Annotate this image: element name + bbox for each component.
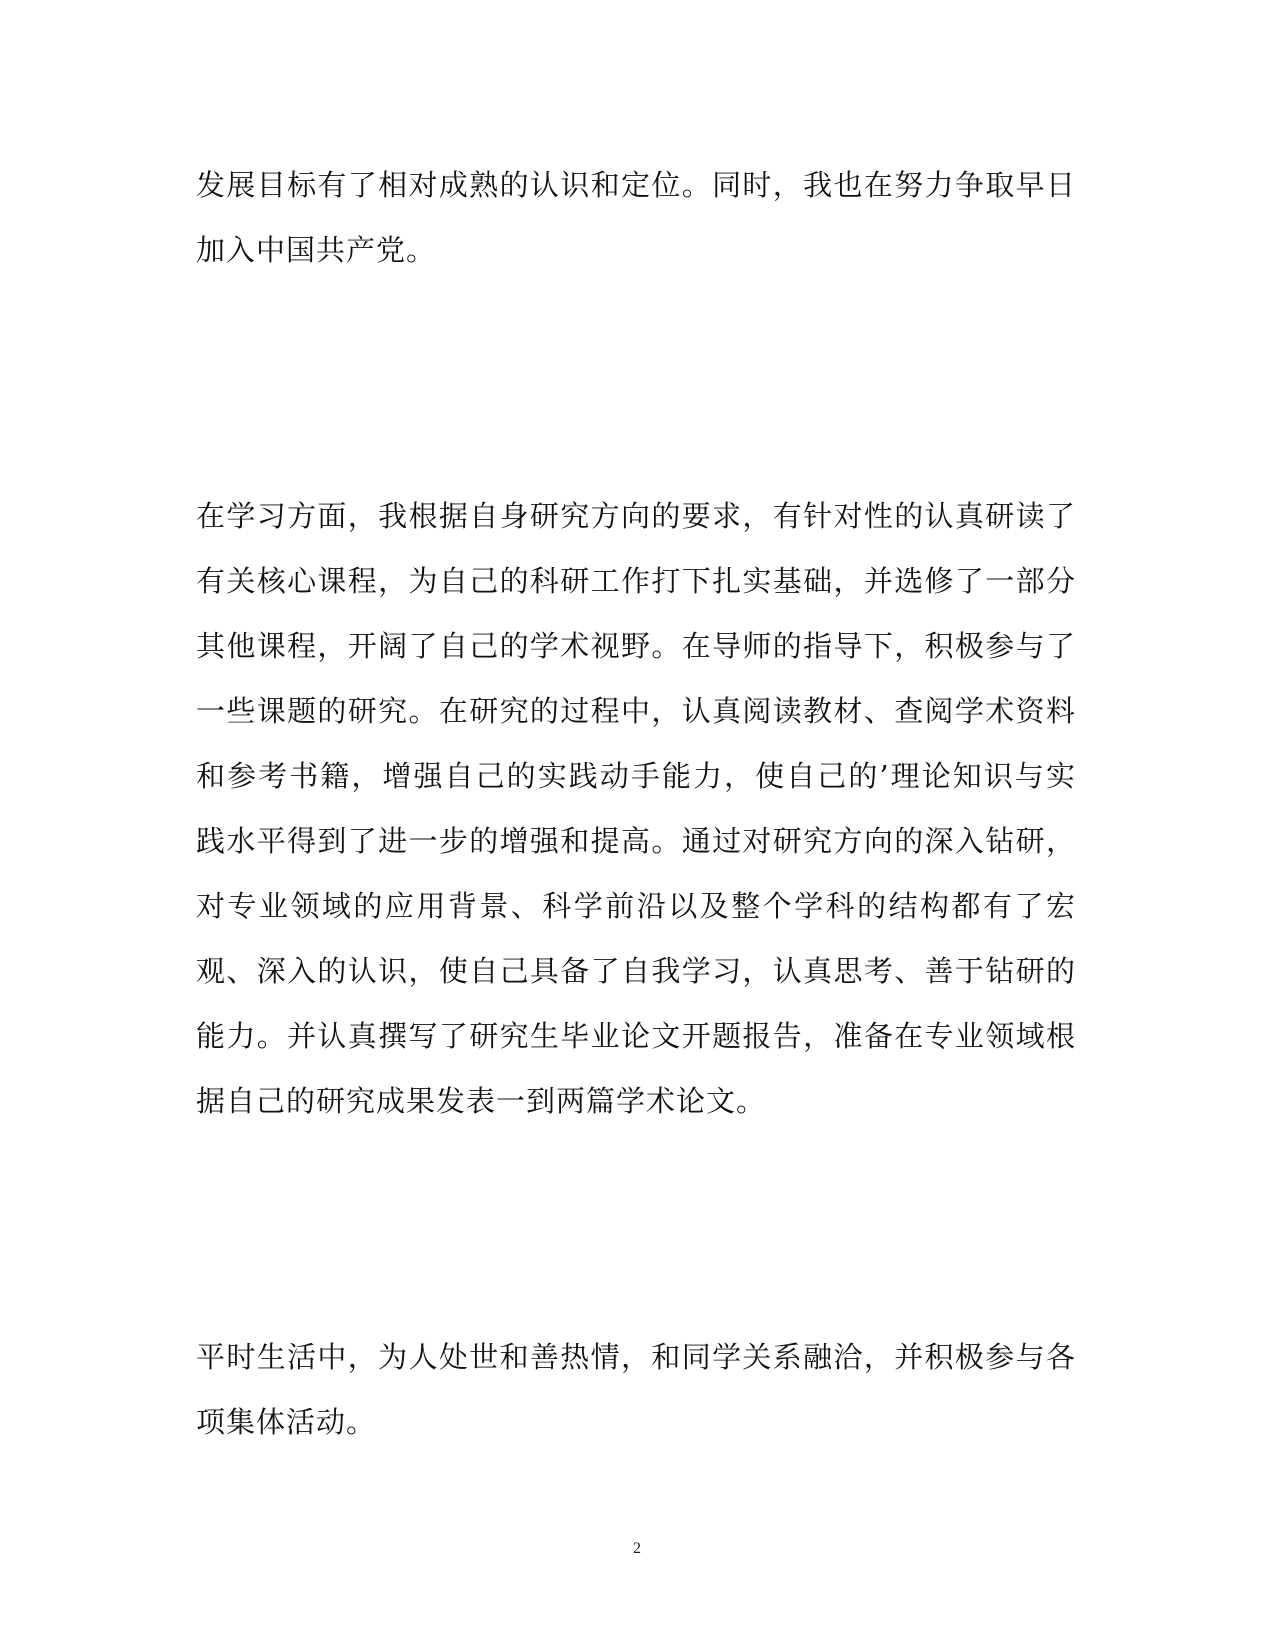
page-number: 2 — [633, 1540, 641, 1557]
paragraph-life: 平时生活中，为人处世和善热情，和同学关系融洽，并积极参与各项集体活动。 — [196, 1340, 1076, 1439]
paragraph-study: 在学习方面，我根据自身研究方向的要求，有针对性的认真研读了有关核心课程，为自己的科研工作打下扎实基础，并选修了一部分其他课程，开阔了自己的学术视野。在导师的指导下，积极参与了一些课题的研究。在研究的过程中，认真阅读教材、查阅学术资料和参考书籍，增强自己的实践动手能力，使自己的’理论知识与实践水平得到了进一步的增强和提高。通过对研究方向的深入钻研，对专业领域的应用背景、科学前沿以及整个学科的结构都有了宏观、深入的认识，使自己具备了自我学习，认真思考、善于钻研的能力。并认真撰写了研究生毕业论文开题报告，准备在专业领域根据自己的研究成果发表一到两篇学术论文。 — [196, 499, 1076, 1118]
paragraph-goals: 发展目标有了相对成熟的认识和定位。同时，我也在努力争取早日加入中国共产党。 — [196, 168, 1076, 267]
